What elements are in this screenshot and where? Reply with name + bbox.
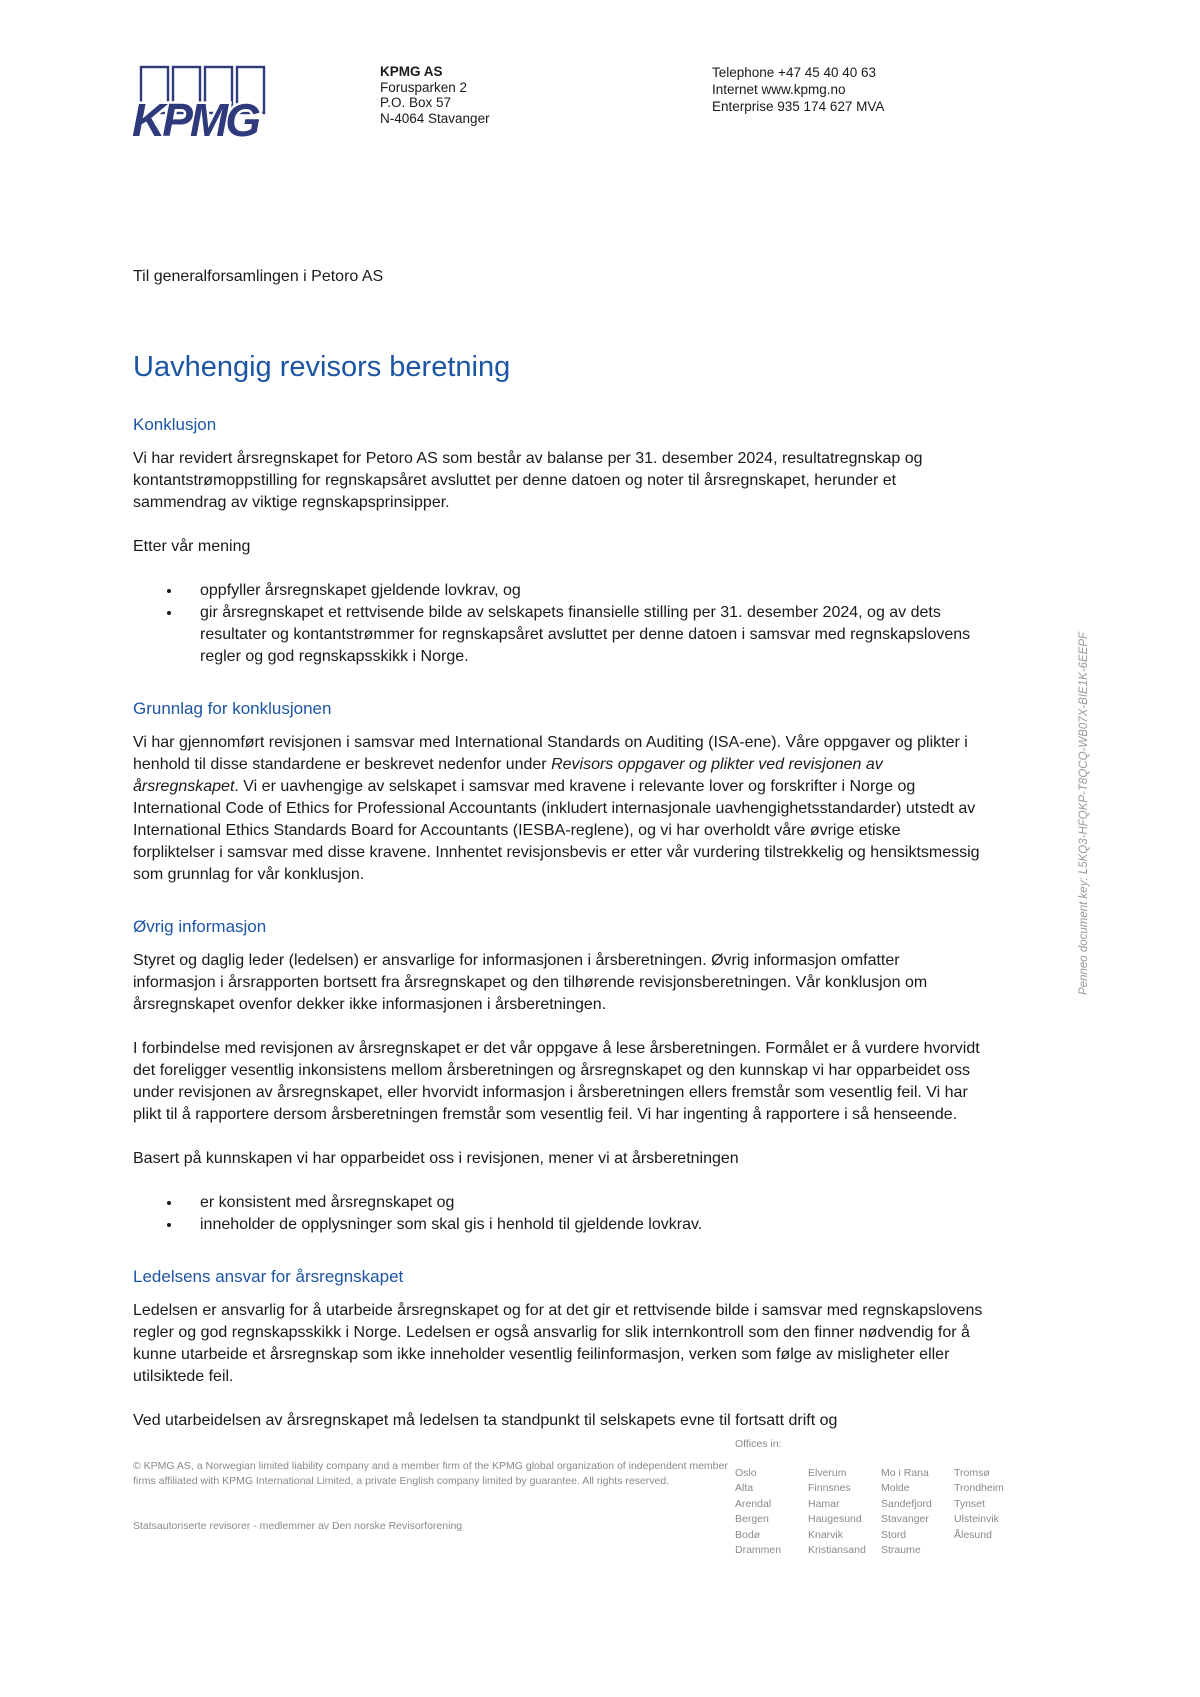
- office-city: Haugesund: [808, 1513, 862, 1525]
- other-info-bullet-list: [133, 1192, 986, 1236]
- office-city: Finnsnes: [808, 1482, 851, 1494]
- telephone-line: Telephone +47 45 40 40 63: [712, 65, 877, 80]
- office-column: [808, 1466, 881, 1559]
- paragraph: [133, 732, 986, 886]
- office-city: Ålesund: [954, 1528, 992, 1541]
- section-heading-grunnlag: Grunnlag for konklusjonen: [133, 699, 332, 718]
- penneo-document-key: Penneo document key: L5KQ3-HFQKP-T8QCQ-WB07X-BIE1K-6EEPF: [1078, 631, 1090, 995]
- enterprise-line: Enterprise 935 174 627 MVA: [712, 99, 885, 114]
- office-city: Oslo: [735, 1466, 757, 1479]
- office-city: Arendal: [735, 1497, 772, 1510]
- section-heading-konklusjon: Konklusjon: [133, 415, 217, 434]
- offices-block: [735, 1437, 1027, 1559]
- paragraph: Styret og daglig leder (ledelsen) er ansvarlige for informasjonen i årsberetningen. Øvrig informasjon omfatter informasjon i årsrapporten bortsett fra årsregnskapet og den tilhørende revisjonsberetningen. Vår konklusjon om årsregnskapet ovenfor dekker ikke informasjonen i årsberetningen.: [133, 952, 928, 1013]
- office-columns: [735, 1466, 1027, 1559]
- office-city: Alta: [735, 1482, 754, 1494]
- footer-legal-block: [133, 1459, 733, 1534]
- paragraph-text: . Vi er uavhengige av selskapet i samsvar med kravene i relevante lover og forskrifter i Norge og International Code of Ethics for Professional Accountants (inkludert internasjonale uavhengighetsstandarder) utstedt av International Ethics Standards Board for Accountants (IESBA-reglene), og vi har overholdt våre øvrige etiske forpliktelser i samsvar med disse kravene. Innhentet revisjonsbevis er etter vår vurdering tilstrekkelig og hensiktsmessig som grunnlag for vår konklusjon.: [133, 778, 980, 883]
- office-city: Ulsteinvik: [954, 1513, 999, 1525]
- report-body: [133, 266, 986, 1432]
- office-city: Stord: [881, 1528, 907, 1541]
- membership-text: Statsautoriserte revisorer - medlemmer av Den norske Revisorforening: [133, 1520, 463, 1532]
- conclusion-bullet-list: [133, 580, 986, 668]
- office-city: Stavanger: [881, 1513, 929, 1525]
- page-title: Uavhengig revisors beretning: [133, 351, 511, 383]
- paragraph: Basert på kunnskapen vi har opparbeidet oss i revisjonen, mener vi at årsberetningen: [133, 1150, 739, 1167]
- recipient-line: Til generalforsamlingen i Petoro AS: [133, 268, 384, 285]
- office-city: Molde: [881, 1482, 910, 1494]
- office-city: Elverum: [808, 1466, 847, 1479]
- internet-line: Internet www.kpmg.no: [712, 82, 846, 97]
- section-heading-ovrig: Øvrig informasjon: [133, 917, 267, 936]
- copyright-text: © KPMG AS, a Norwegian limited liability company and a member firm of the KPMG global organization of independent member firms affiliated with KPMG International Limited, a private English company limited by guarantee. All rights reserved.: [133, 1460, 728, 1487]
- bullet-item: • inneholder de opplysninger som skal gis i henhold til gjeldende lovkrav.: [182, 1214, 986, 1236]
- paragraph: Ved utarbeidelsen av årsregnskapet må ledelsen ta standpunkt til selskapets evne til fortsatt drift og: [133, 1412, 838, 1429]
- bullet-item: • gir årsregnskapet et rettvisende bilde av selskapets finansielle stilling per 31. desember 2024, og av dets resultater og kontantstrømmer for regnskapsåret avsluttet per denne datoen i samsvar med regnskapslovens regler og god regnskapsskikk i Norge.: [182, 602, 986, 668]
- office-city: Bergen: [735, 1513, 769, 1525]
- office-city: Kristiansand: [808, 1544, 866, 1556]
- office-city: Knarvik: [808, 1528, 844, 1541]
- firm-contact-block: [712, 64, 884, 115]
- office-city: Mo i Rana: [881, 1466, 929, 1479]
- firm-address-line: N-4064 Stavanger: [380, 110, 490, 126]
- firm-address-block: [380, 64, 490, 126]
- firm-name: KPMG AS: [380, 64, 443, 79]
- paragraph-italic-text: Revisors oppgaver og plikter ved revisjonen av årsregnskapet: [133, 756, 883, 795]
- office-city: Trondheim: [954, 1482, 1004, 1494]
- office-column: [881, 1466, 954, 1559]
- office-city: Drammen: [735, 1544, 782, 1556]
- office-city: Tromsø: [954, 1466, 990, 1479]
- paragraph: Etter vår mening: [133, 538, 251, 555]
- office-city: Sandefjord: [881, 1497, 932, 1510]
- paragraph-text: Vi har gjennomført revisjonen i samsvar med International Standards on Auditing (ISA-ene). Våre oppgaver og plikter i henhold til disse standardene er beskrevet nedenfor under: [133, 734, 968, 773]
- office-city: Bodø: [735, 1528, 761, 1541]
- office-column: [954, 1466, 1027, 1559]
- paragraph: I forbindelse med revisjonen av årsregnskapet er det vår oppgave å lese årsberetningen. Formålet er å vurdere hvorvidt det foreligger vesentlig inkonsistens mellom årsberetningen og årsregnskapet og den kunnskap vi har opparbeidet oss under revisjonen av årsregnskapet, eller hvorvidt informasjon i årsberetningen ellers fremstår som vesentlig feil. Vi har plikt til å rapportere dersom årsberetningen fremstår som vesentlig feil. Vi har ingenting å rapportere i så henseende.: [133, 1040, 980, 1123]
- office-city: Tynset: [954, 1497, 985, 1510]
- kpmg-logo-text: KPMG: [132, 94, 258, 142]
- bullet-item: • er konsistent med årsregnskapet og: [182, 1192, 986, 1214]
- office-city: Hamar: [808, 1497, 840, 1510]
- firm-address-line: Forusparken 2: [380, 79, 468, 95]
- firm-address-line: P.O. Box 57: [380, 95, 452, 110]
- section-heading-ledelsens: Ledelsens ansvar for årsregnskapet: [133, 1267, 404, 1286]
- paragraph: Ledelsen er ansvarlig for å utarbeide årsregnskapet og for at det gir et rettvisende bilde i samsvar med regnskapslovens regler og god regnskapsskikk i Norge. Ledelsen er også ansvarlig for slik internkontroll som den finner nødvendig for å kunne utarbeide et årsregnskap som ikke inneholder vesentlig feilinformasjon, verken som følge av misligheter eller utilsiktede feil.: [133, 1302, 983, 1385]
- office-column: [735, 1466, 808, 1559]
- bullet-item: • oppfyller årsregnskapet gjeldende lovkrav, og: [182, 580, 986, 602]
- office-city: Straume: [881, 1544, 921, 1556]
- offices-label: Offices in:: [735, 1438, 782, 1450]
- kpmg-logo-icon: [131, 64, 271, 147]
- paragraph: Vi har revidert årsregnskapet for Petoro AS som består av balanse per 31. desember 2024, resultatregnskap og kontantstrømoppstilling for regnskapsåret avsluttet per denne datoen og noter til årsregnskapet, herunder et sammendrag av viktige regnskapsprinsipper.: [133, 450, 923, 511]
